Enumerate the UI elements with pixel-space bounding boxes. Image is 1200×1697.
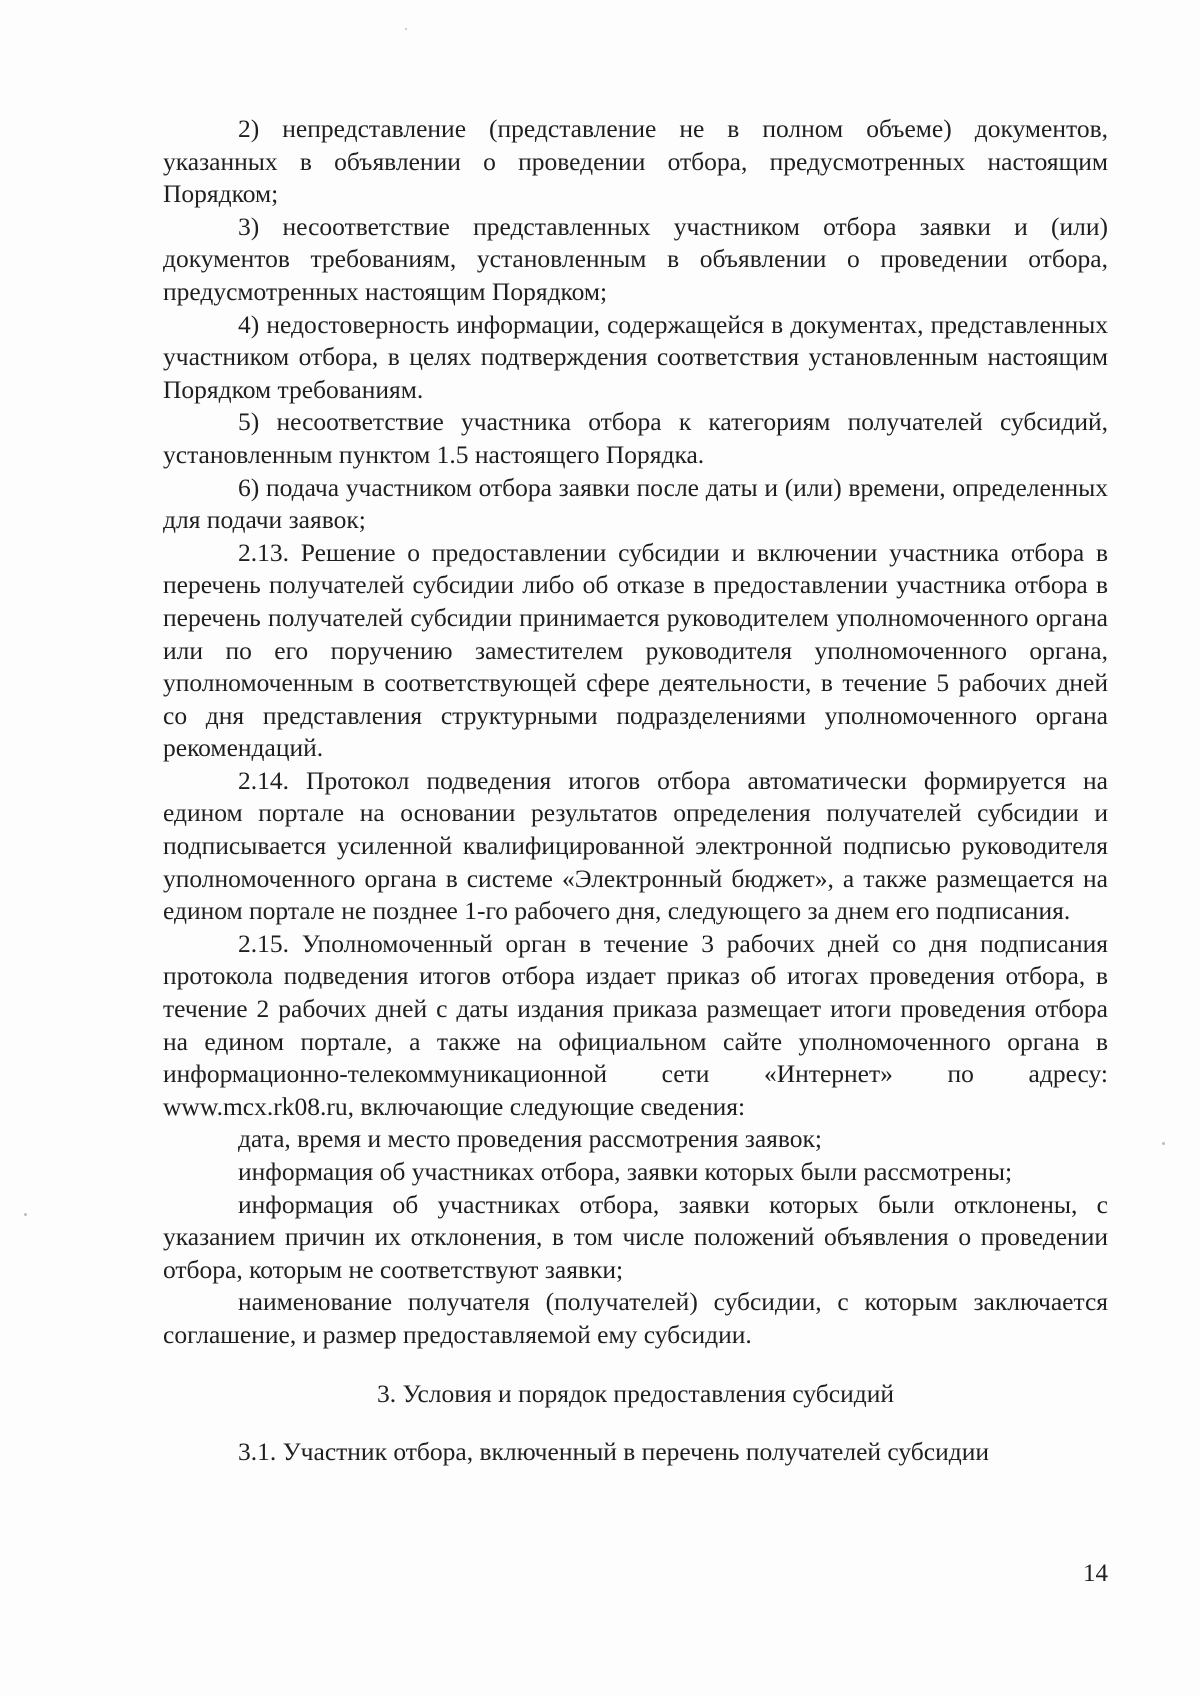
- section-heading: 3. Условия и порядок предоставления субсидий: [376, 1378, 895, 1408]
- list-item-reviewed-participants: информация об участниках отбора, заявки которых были рассмотрены;: [238, 1157, 1013, 1186]
- paragraph-2-15: 2.15. Уполномоченный орган в течение 3 рабочих дней со дня подписания протокола подведения итогов отбора издает приказ об итогах проведения отбора, в течение 2 рабочих дней с даты издания приказа размещает итоги проведения отбора на едином портале, а также на официальном сайте уполномоченного органа в информационно-телекоммуникационной сети «Интернет» по адресу: www.mcx.rk08.ru, включающие следующие сведения:: [163, 928, 1108, 1121]
- paragraph-3-1: 3.1. Участник отбора, включенный в перечень получателей субсидии: [238, 1437, 990, 1467]
- paragraph-2-14: 2.14. Протокол подведения итогов отбора автоматически формируется на едином портале на основании результатов определения получателей субсидии и подписывается усиленной квалифицированной электронной подписью руководителя уполномоченного органа в системе «Электронный бюджет», а также размещается на едином портале не позднее 1-го рабочего дня, следующего за днем его подписания.: [163, 765, 1108, 926]
- list-item-date-time-place: дата, время и место проведения рассмотрения заявок;: [238, 1124, 822, 1154]
- paragraph-item-4: 4) недостоверность информации, содержащейся в документах, представленных участником отбора, в целях подтверждения соответствия установленным настоящим Порядком требованиям.: [163, 309, 1108, 404]
- paragraph-item-2: 2) непредставление (представление не в полном объеме) документов, указанных в объявлении о проведении отбора, предусмотренных настоящим Порядком;: [163, 114, 1108, 209]
- list-item-recipient-name: наименование получателя (получателей) субсидии, с которым заключается соглашение, и размер предоставляемой ему субсидии.: [163, 1287, 1108, 1349]
- list-item-rejected-participants: информация об участниках отбора, заявки которых были отклонены, с указанием причин их отклонения, в том числе положений объявления о проведении отбора, которым не соответствуют заявки;: [163, 1189, 1108, 1284]
- scan-speck: [24, 1213, 27, 1216]
- paragraph-2-13: 2.13. Решение о предоставлении субсидии и включении участника отбора в перечень получателей субсидии либо об отказе в предоставлении участника отбора в перечень получателей субсидии принимается руководителем уполномоченного органа или по его поручению заместителем руководителя уполномоченного органа, уполномоченным в соответствующей сфере деятельности, в течение 5 рабочих дней со дня представления структурными подразделениями уполномоченного органа рекомендаций.: [163, 537, 1108, 763]
- paragraph-item-3: 3) несоответствие представленных участником отбора заявки и (или) документов требованиям, установленным в объявлении о проведении отбора, предусмотренных настоящим Порядком;: [163, 211, 1108, 306]
- scan-speck: [1162, 1142, 1165, 1145]
- paragraph-item-6: 6) подача участником отбора заявки после даты и (или) времени, определенных для подачи заявок;: [163, 472, 1108, 535]
- page-number: 14: [1083, 1560, 1108, 1587]
- scan-speck: [405, 28, 407, 30]
- document-body: [163, 113, 1108, 1469]
- paragraph-item-5: 5) несоответствие участника отбора к категориям получателей субсидий, установленным пунктом 1.5 настоящего Порядка.: [163, 407, 1108, 469]
